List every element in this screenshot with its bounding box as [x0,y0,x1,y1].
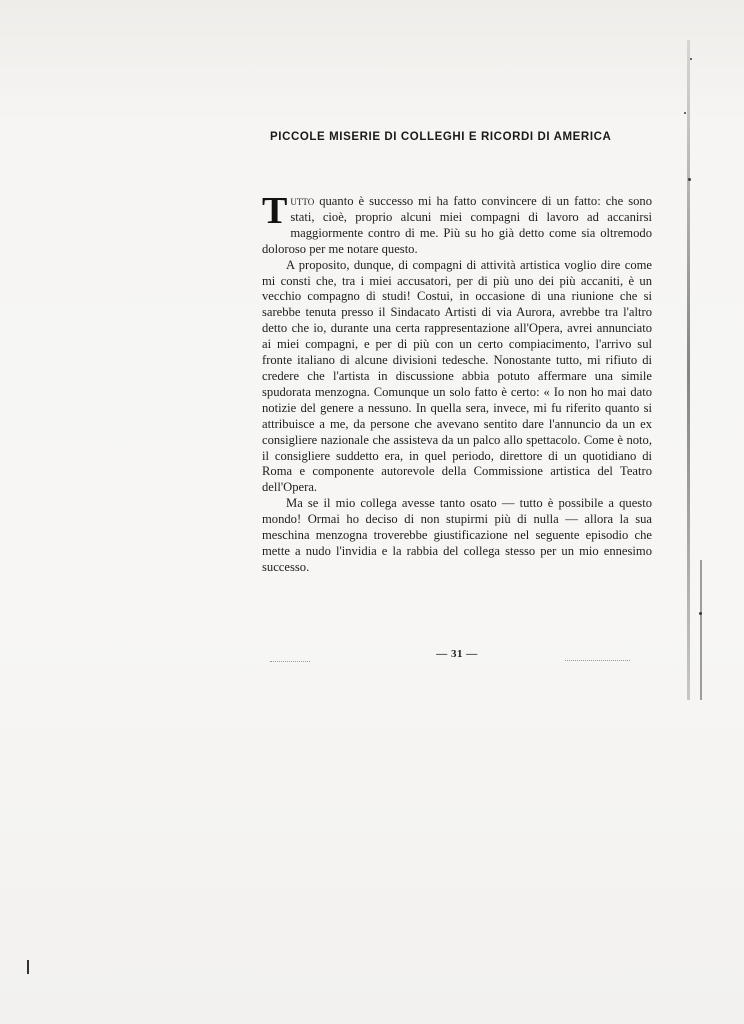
paragraph-1-text: quanto è successo mi ha fatto convincere di un fatto: che sono stati, cioè, proprio alcuni miei compagni di lavoro ad accanirsi maggiormente contro di me. Più su ho già detto come sia oltremodo doloroso per me notare questo. [262,194,652,256]
footer-rule-right [565,660,630,662]
body-text [262,190,652,576]
chapter-heading: PICCOLE MISERIE DI COLLEGHI E RICORDI DI AMERICA [270,131,612,143]
page-edge-shadow [687,40,690,700]
paragraph-3: Ma se il mio collega avesse tanto osato — tutto è possibile a questo mondo! Ormai ho deciso di non stupirmi più di nulla — allora la sua meschina menzogna troverebbe giustificazione nel seguente episodio che mette a nudo l'invidia e la rabbia del collega stesso per un mio ennesimo successo. [262,496,652,574]
scan-speck [699,612,702,615]
paragraph-1 [262,190,652,258]
margin-mark [27,960,29,974]
lead-small-caps: utto [290,194,315,208]
scan-speck [684,112,686,114]
drop-cap: T [262,190,288,232]
paragraph-2: A proposito, dunque, di compagni di attività artistica voglio dire come mi consti che, tra i miei accusatori, per di più uno dei più accaniti, è un vecchio compagno di studi! Costui, in occasione di una riunione che si sarebbe tenuta presso il Sindacato Artisti di via Aurora, avrebbe tra l'altro detto che io, durante una certa rappresentazione all'Opera, avrei annunciato ai miei compagni, e per di più con un certo compiacimento, l'arrivo sul fronte italiano di alcune divisioni tedesche. Nonostante tutto, mi rifiuto di credere che l'artista in discussione abbia potuto affermare una simile spudorata menzogna. Comunque un solo fatto è certo: « Io non ho mai dato notizie del genere a nessuno. In quella sera, invece, mi fu riferito quanto si attribuisce a me, da persone che avevano sentito dare l'annuncio da un ex consigliere nazionale che assisteva da un palco allo spettacolo. Come è noto, il consigliere suddetto era, in quel periodo, direttore di un quotidiano di Roma e componente autorevole della Commissione artistica del Teatro dell'Opera. [262,257,652,495]
footer-rule-left [270,661,310,663]
scan-speck [690,58,692,60]
scan-speck [688,178,691,181]
page-number: — 31 — [436,648,478,660]
page-edge-shadow-lower [700,560,702,700]
